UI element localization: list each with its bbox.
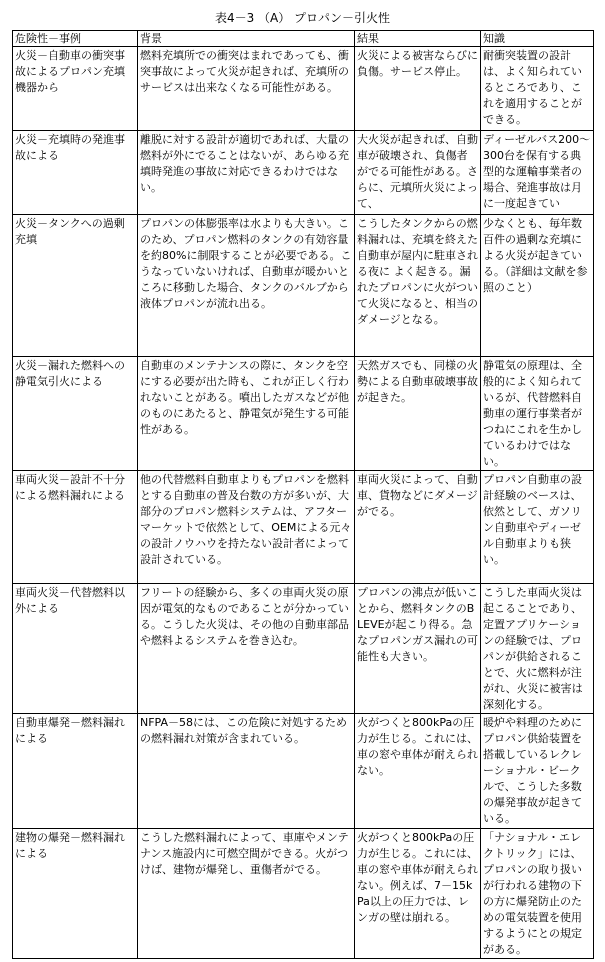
- cell-knowledge: 耐衝突装置の設計は、よく知られているところであり、これを適用することができる。: [481, 47, 594, 131]
- cell-result: 大火災が起きれば、自動車が破壊され、負傷者がでる可能性がある。さらに、元填所火災によって、: [355, 131, 481, 215]
- table-row: [13, 215, 594, 357]
- cell-background: 離脱に対する設計が適切であれば、大量の燃料が外にでることはないが、あらゆる充填時発進の事故に対応できるわけではない。: [138, 131, 355, 215]
- cell-hazard: 火災－自動車の衝突事故によるプロパン充填機器から: [13, 47, 138, 131]
- hazard-table: [12, 30, 594, 959]
- cell-background: 自動車のメンテナンスの際に、タンクを空にする必要が出た時も、これが正しく行われないことがある。噴出したガスなどが他のものにあたると、静電気が発生する可能性がある。: [138, 357, 355, 471]
- cell-knowledge: こうした車両火災は起こることであり、定置アプリケーションの経験では、プロパンが供給されることで、火に燃料が注がれ、火災に被害は深刻化する。: [481, 584, 594, 714]
- cell-hazard: 自動車爆発－燃料漏れによる: [13, 714, 138, 829]
- table-title: 表4－3 （A） プロパン－引火性: [214, 11, 391, 25]
- header-hazard: 危険性－事例: [13, 31, 138, 47]
- table-row: [13, 714, 594, 829]
- header-background: 背景: [138, 31, 355, 47]
- cell-result: 車両火災によって、自動車、貨物などにダメージがでる。: [355, 471, 481, 584]
- table-row: [13, 471, 594, 584]
- cell-result: 火がつくと800kPaの圧力が生じる。これには、車の窓や車体が耐えられない。: [355, 714, 481, 829]
- cell-result: こうしたタンクからの燃料漏れは、充填を終えた自動車が屋内に駐車される夜に よく起きる。漏れたプロパンに火がついて火災になると、相当のダメージとなる。: [355, 215, 481, 357]
- table-row: [13, 47, 594, 131]
- cell-hazard: 車両火災－設計不十分による燃料漏れによる: [13, 471, 138, 584]
- table-row: [13, 131, 594, 215]
- cell-background: こうした燃料漏れによって、車庫やメンテナンス施設内に可燃空間ができる。火がつけば、建物が爆発し、重傷者がでる。: [138, 829, 355, 959]
- cell-background: 燃料充填所での衝突はまれであっても、衝突事故によって火災が起きれば、充填所のサービスは出来なくなる可能性がある。: [138, 47, 355, 131]
- cell-result: プロパンの沸点が低いことから、燃料タンクのBLEVEが起こり得る。急なプロパンガス漏れの可能性も大きい。: [355, 584, 481, 714]
- cell-result: 火災による被害ならびに負傷。サービス停止。: [355, 47, 481, 131]
- table-row: [13, 584, 594, 714]
- cell-hazard: 建物の爆発－燃料漏れによる: [13, 829, 138, 959]
- table-row: [13, 357, 594, 471]
- cell-background: NFPA－58には、この危険に対処するための燃料漏れ対策が含まれている。: [138, 714, 355, 829]
- cell-hazard: 車両火災－代替燃料以外による: [13, 584, 138, 714]
- cell-knowledge: プロパン自動車の設計経験のベースは、依然として、ガソリン自動車やディーゼル自動車よりも狭い。: [481, 471, 594, 584]
- cell-knowledge: 暖炉や料理のためにプロパン供給装置を搭載しているレクレーショナル・ビークルで、こうした多数の爆発事故が起きている。: [481, 714, 594, 829]
- cell-background: フリートの経験から、多くの車両火災の原因が電気的なものであることが分かっている。こうした火災は、その他の自動車部品や燃料よるシステムを巻き込む。: [138, 584, 355, 714]
- table-row: [13, 829, 594, 959]
- cell-knowledge: 少なくとも、毎年数百件の過剰な充填による火災が起きている。（詳細は文献を参照のこと）: [481, 215, 594, 357]
- cell-result: 火がつくと800kPaの圧力が生じる。これには、車の窓や車体が耐えられない。例えば、7－15kPa以上の圧力では、レンガの壁は崩れる。: [355, 829, 481, 959]
- cell-hazard: 火災－タンクへの過剰充填: [13, 215, 138, 357]
- cell-background: プロパンの体膨張率は水よりも大きい。このため、プロパン燃料のタンクの有効容量を約80%に制限することが必要である。こうなっていないければ、自動車が暖かいところに移動した場合、タンクのバルブから液体プロパンが流れ出る。: [138, 215, 355, 357]
- cell-knowledge: 静電気の原理は、全般的によく知られているが、代替燃料自動車の運行事業者がつねにこれを生かしているわけではない。: [481, 357, 594, 471]
- cell-hazard: 火災－充填時の発進事故による: [13, 131, 138, 215]
- cell-knowledge: 「ナショナル・エレクトリック」には、プロパンの取り扱いが行われる建物の下の方に爆発防止のための電気装置を使用するようにとの規定がある。: [481, 829, 594, 959]
- cell-result: 天然ガスでも、同様の火勢による自動車破壊事故が起きた。: [355, 357, 481, 471]
- header-row: [13, 31, 594, 47]
- header-result: 結果: [355, 31, 481, 47]
- header-knowledge: 知識: [481, 31, 594, 47]
- cell-hazard: 火災－漏れた燃料への静電気引火による: [13, 357, 138, 471]
- cell-knowledge: ディーゼルバス200～300台を保有する典型的な運輸事業者の場合、発進事故は月に一度起きてい: [481, 131, 594, 215]
- cell-background: 他の代替燃料自動車よりもプロパンを燃料とする自動車の普及台数の方が多いが、大部分のプロパン燃料システムは、アフターマーケットで依然として、OEMによる元々の設計ノウハウを持たない設計者によって設計されている。: [138, 471, 355, 584]
